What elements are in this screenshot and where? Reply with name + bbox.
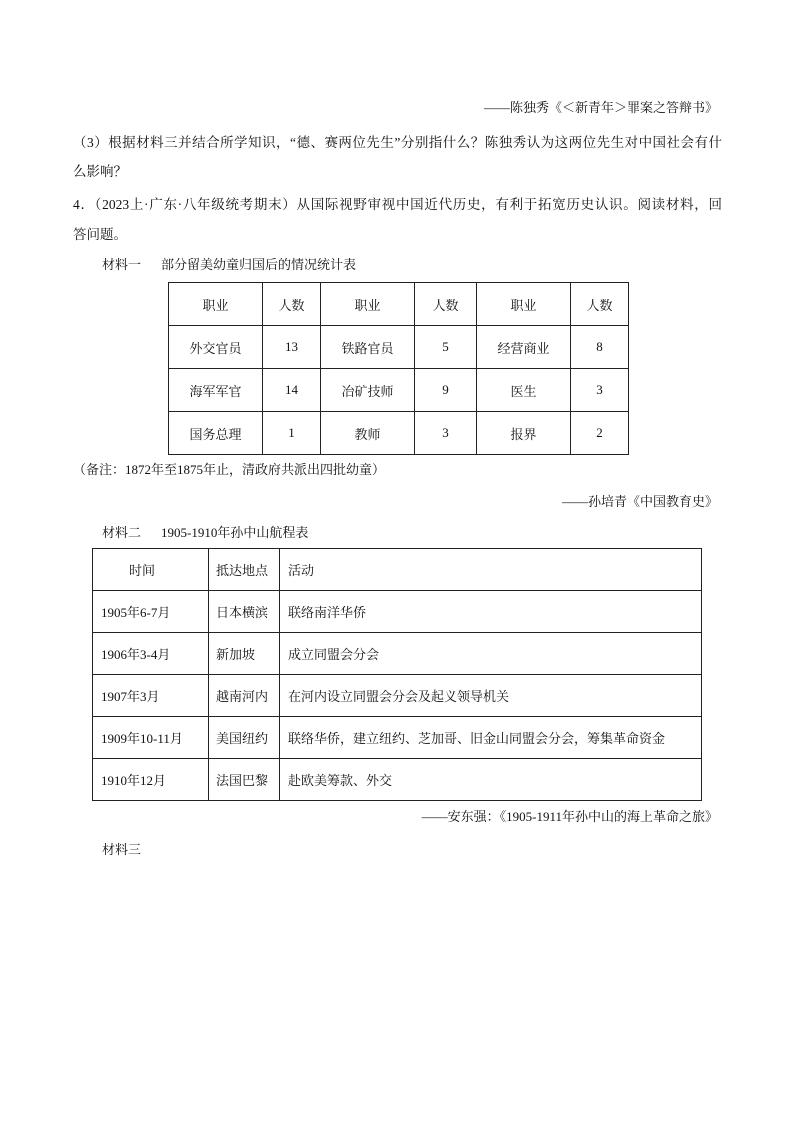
material-2-source: ——安东强：《1905-1911年孙中山的海上革命之旅》	[421, 809, 718, 824]
table-cell: 5	[415, 326, 477, 369]
table-cell: 在河内设立同盟会分会及起义领导机关	[280, 675, 702, 717]
table-cell: 2	[571, 412, 629, 455]
table-cell: 联络华侨，建立纽约、芝加哥、旧金山同盟会分会，筹集革命资金	[280, 717, 702, 759]
table-row	[93, 591, 702, 633]
table-cell: 1905年6-7月	[93, 591, 209, 633]
table-cell: 越南河内	[209, 675, 280, 717]
material-1-label: 材料一	[102, 257, 142, 272]
table-cell: 教师	[321, 412, 415, 455]
table-row	[93, 759, 702, 801]
table-header-cell: 人数	[415, 283, 477, 326]
table-header-row	[169, 283, 629, 326]
material-2-table	[92, 548, 702, 801]
table-cell: 3	[415, 412, 477, 455]
table-cell: 冶矿技师	[321, 369, 415, 412]
table-header-cell: 职业	[477, 283, 571, 326]
table-cell: 外交官员	[169, 326, 263, 369]
table-cell: 经营商业	[477, 326, 571, 369]
table-cell: 报界	[477, 412, 571, 455]
table-cell: 14	[263, 369, 321, 412]
table-cell: 铁路官员	[321, 326, 415, 369]
question-3-line-1: （3）根据材料三并结合所学知识，“德、赛两位先生”分别指什么？陈独秀认为这两位先生对中国社会有什	[73, 135, 722, 150]
table-cell: 法国巴黎	[209, 759, 280, 801]
table-row	[93, 675, 702, 717]
material-1-heading	[102, 255, 356, 275]
source-citation-chen-duxiu: ——陈独秀《＜新青年＞罪案之答辩书》	[483, 100, 718, 115]
table-cell: 1909年10-11月	[93, 717, 209, 759]
table-cell: 3	[571, 369, 629, 412]
table-header-cell: 人数	[263, 283, 321, 326]
table-cell: 8	[571, 326, 629, 369]
table-cell: 联络南洋华侨	[280, 591, 702, 633]
table-row	[169, 412, 629, 455]
material-1-source: ——孙培青《中国教育史》	[561, 494, 718, 509]
question-3-line-2: 么影响？	[73, 164, 127, 179]
table-cell: 国务总理	[169, 412, 263, 455]
table-cell: 9	[415, 369, 477, 412]
table-cell: 赴欧美筹款、外交	[280, 759, 702, 801]
material-1-table	[168, 282, 629, 455]
table-cell: 1906年3-4月	[93, 633, 209, 675]
table-cell: 新加坡	[209, 633, 280, 675]
table-cell: 海军军官	[169, 369, 263, 412]
question-4-line-1: 4．（2023上·广东·八年级统考期末）从国际视野审视中国近代历史，有利于拓宽历史认识。阅读材料，回	[73, 197, 722, 212]
table-header-cell: 职业	[321, 283, 415, 326]
question-4-line-2: 答问题。	[73, 227, 127, 242]
material-2-heading	[102, 523, 308, 543]
table-cell: 医生	[477, 369, 571, 412]
material-2-label: 材料二	[102, 525, 142, 540]
table-header-cell: 人数	[571, 283, 629, 326]
table-header-cell: 时间	[93, 549, 209, 591]
material-3-label: 材料三	[102, 842, 142, 857]
table-row	[93, 633, 702, 675]
table-header-cell: 抵达地点	[209, 549, 280, 591]
table-cell: 1910年12月	[93, 759, 209, 801]
table-cell: 日本横滨	[209, 591, 280, 633]
material-1-note: （备注：1872年至1875年止，清政府共派出四批幼童）	[73, 462, 386, 477]
table-header-cell: 职业	[169, 283, 263, 326]
table-row	[93, 717, 702, 759]
table-header-row	[93, 549, 702, 591]
table-cell: 13	[263, 326, 321, 369]
table-cell: 1907年3月	[93, 675, 209, 717]
table-cell: 1	[263, 412, 321, 455]
table-cell: 美国纽约	[209, 717, 280, 759]
table-row	[169, 326, 629, 369]
table-cell: 成立同盟会分会	[280, 633, 702, 675]
material-1-title: 部分留美幼童归国后的情况统计表	[161, 257, 357, 272]
material-2-title: 1905-1910年孙中山航程表	[161, 525, 309, 540]
material-3-heading	[102, 840, 141, 860]
table-header-cell: 活动	[280, 549, 702, 591]
table-row	[169, 369, 629, 412]
